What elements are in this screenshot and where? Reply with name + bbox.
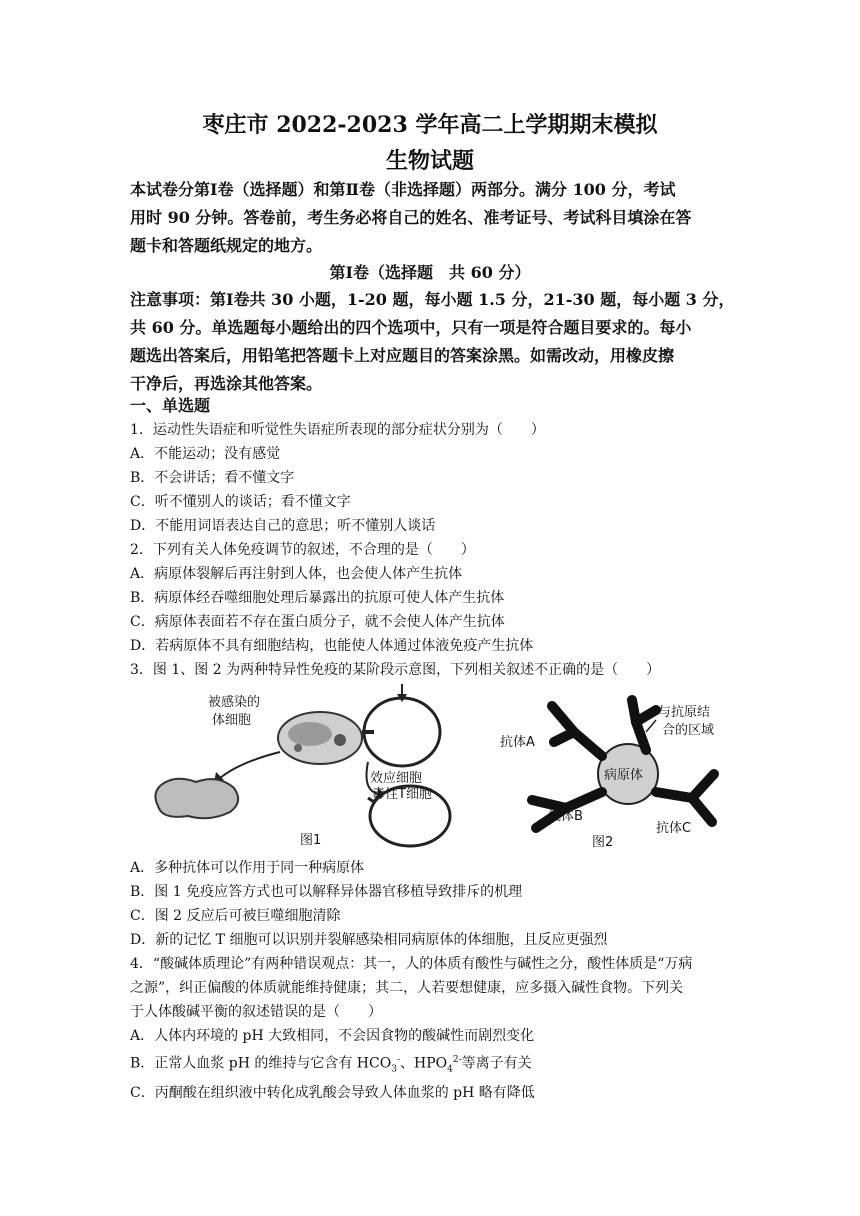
subscript: 3 — [391, 1064, 397, 1075]
option-b: B．不会讲话；看不懂文字 — [130, 470, 295, 486]
question-3-stem: 3．图 1、图 2 为两种特异性免疫的某阶段示意图，下列相关叙述不正确的是（ ） — [130, 662, 661, 678]
question-2 — [130, 538, 750, 658]
pathogen-label: 病原体 — [604, 768, 644, 783]
question-4 — [130, 952, 750, 1105]
option-c: C．听不懂别人的谈话；看不懂文字 — [130, 494, 351, 510]
option-c: C．病原体表面若不存在蛋白质分子，就不会使人体产生抗体 — [130, 614, 505, 630]
option-c: C．图 2 反应后可被巨噬细胞清除 — [130, 908, 341, 924]
intro-line: 用时 90 分钟。答卷前，考生务必将自己的姓名、准考证号、考试科目填涂在答 — [130, 208, 692, 227]
exam-title: 枣庄市 2022-2023 学年高二上学期期末模拟 — [202, 112, 658, 138]
question-stem: 2．下列有关人体免疫调节的叙述，不合理的是（ ） — [130, 542, 475, 558]
option-b-text: 、HPO — [400, 1055, 448, 1072]
binding-region-label-1: 与抗原结 — [658, 705, 711, 720]
notice-line: 干净后，再选涂其他答案。 — [130, 374, 323, 393]
notice-line: 注意事项：第Ⅰ卷共 30 小题，1-20 题，每小题 1.5 分，21-30 题，每小题 3 分， — [130, 290, 735, 309]
option-d: D．不能用词语表达自己的意思；听不懂别人谈话 — [130, 518, 436, 534]
question-3-options — [130, 856, 750, 952]
antibody-c-icon — [656, 774, 714, 822]
superscript: 2- — [452, 1055, 462, 1065]
option-d: D．新的记忆 T 细胞可以识别并裂解感染相同病原体的体细胞，且反应更强烈 — [130, 932, 608, 948]
figure-2 — [496, 692, 762, 852]
figure-1 — [140, 682, 470, 852]
antibody-a-label: 抗体A — [500, 735, 535, 750]
intro-line: 本试卷分第Ⅰ卷（选择题）和第Ⅱ卷（非选择题）两部分。满分 100 分，考试 — [130, 180, 676, 199]
arrow-icon — [220, 752, 280, 778]
question-stem: 4．“酸碱体质理论”有两种错误观点：其一，人的体质有酸性与碱性之分，酸性体质是“万病 — [130, 956, 693, 972]
option-b: B．图 1 免疫应答方式也可以解释异体器官移植导致排斥的机理 — [130, 884, 523, 900]
intro-paragraph — [130, 176, 740, 260]
notice-line: 共 60 分。单选题每小题给出的四个选项中，只有一项是符合题目要求的。每小 — [130, 318, 692, 337]
lysed-cell-icon — [155, 779, 238, 818]
infected-label-2: 体细胞 — [212, 713, 252, 728]
option-d: D．若病原体不具有细胞结构，也能使人体通过体液免疫产生抗体 — [130, 638, 534, 654]
figure-1-caption: 图1 — [300, 833, 322, 848]
option-a: A．人体内环境的 pH 大致相同，不会因食物的酸碱性而剧烈变化 — [130, 1028, 535, 1044]
section-heading: 第Ⅰ卷（选择题 共 60 分） — [329, 263, 531, 282]
binding-region-label-2: 合的区域 — [662, 723, 715, 738]
question-stem: 之源”，纠正偏酸的体质就能维持健康；其二，人若要想健康，应多摄入碱性食物。下列关 — [130, 980, 684, 996]
intro-line: 题卡和答题纸规定的地方。 — [130, 236, 323, 255]
question-stem: 1．运动性失语症和听觉性失语症所表现的部分症状分别为（ ） — [130, 422, 545, 438]
antibody-a-icon — [552, 706, 602, 756]
question-1 — [130, 418, 750, 538]
effector-label-2: 毒性T细胞 — [372, 787, 432, 802]
option-a: A．不能运动；没有感觉 — [130, 446, 281, 462]
option-b — [130, 1048, 750, 1081]
infected-cell-icon — [278, 712, 362, 764]
notice-line: 题选出答案后，用铅笔把答题卡上对应题目的答案涂黑。如需改动，用橡皮擦 — [130, 346, 675, 365]
effector-t-cell — [364, 698, 440, 766]
option-a: A．多种抗体可以作用于同一种病原体 — [130, 860, 365, 876]
option-a: A．病原体裂解后再注射到人体，也会使人体产生抗体 — [130, 566, 463, 582]
exam-subject: 生物试题 — [385, 148, 474, 174]
infected-label-1: 被感染的 — [208, 695, 261, 710]
superscript: - — [396, 1055, 400, 1065]
notice-paragraph — [130, 286, 740, 398]
option-c: C．丙酮酸在组织液中转化成乳酸会导致人体血浆的 pH 略有降低 — [130, 1085, 535, 1102]
question-stem: 于人体酸碱平衡的叙述错误的是（ ） — [130, 1004, 382, 1020]
antibody-c-label: 抗体C — [656, 821, 692, 836]
effector-label-1: 效应细胞 — [370, 771, 423, 786]
option-b-text: 等离子有关 — [461, 1055, 532, 1072]
part-heading: 一、单选题 — [130, 396, 211, 415]
figure-2-caption: 图2 — [592, 835, 614, 850]
option-b: B．病原体经吞噬细胞处理后暴露出的抗原可使人体产生抗体 — [130, 590, 505, 606]
subscript: 4 — [447, 1064, 453, 1075]
antibody-b-label: 抗体B — [548, 809, 583, 824]
option-b-text: B．正常人血浆 pH 的维持与它含有 HCO — [130, 1055, 392, 1072]
